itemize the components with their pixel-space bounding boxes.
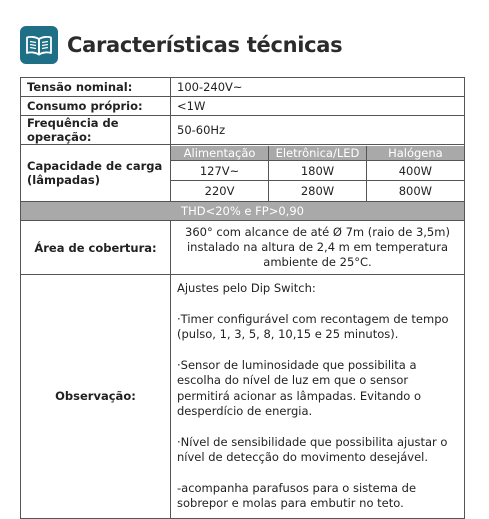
observacao-paragraph: Ajustes pelo Dip Switch: [177, 281, 316, 295]
observacao-paragraph: ·Timer configurável com recontagem de tempo (pulso, 1, 3, 5, 8, 10,15 e 25 minutos). [177, 311, 449, 341]
table-row [21, 221, 465, 275]
observacao-label: Observação: [21, 275, 171, 519]
page-header [20, 25, 342, 65]
capacidade-cell-value: 180W [269, 161, 367, 181]
capacidade-cell-value: 800W [366, 181, 464, 201]
observacao-paragraph: ·Sensor de luminosidade que possibilita a escolha do nível de luz em que o sensor permitirá acionar as lâmpadas. Evitando o desperdício de energia. [177, 357, 422, 418]
capacidade-row [171, 161, 464, 181]
capacidade-cell-value: 280W [269, 181, 367, 201]
table-row [21, 275, 465, 519]
capacidade-header-halogena: Halógena [366, 146, 464, 161]
observacao-value [171, 275, 465, 519]
table-row [21, 97, 465, 116]
spec-table [20, 77, 465, 519]
capacidade-label: Capacidade de carga (lâmpadas) [21, 145, 171, 202]
observacao-paragraph: ·Nível de sensibilidade que possibilita ajustar o nível de detecção do movimento desejável. [177, 434, 448, 464]
open-book-icon [20, 26, 58, 64]
page-title: Características técnicas [67, 33, 343, 57]
capacidade-cell [171, 145, 465, 202]
capacidade-header-alimentacao: Alimentação [171, 146, 269, 161]
tensao-value: 100-240V~ [171, 78, 465, 97]
consumo-label: Consumo próprio: [21, 97, 171, 116]
capacidade-cell-value: 220V [171, 181, 269, 201]
table-row [21, 145, 465, 202]
capacidade-header-eletronica: Eletrônica/LED [269, 146, 367, 161]
observacao-paragraph: -acompanha parafusos para o sistema de sobrepor e molas para embutir no teto. [177, 480, 417, 510]
table-row [21, 78, 465, 97]
cobertura-value: 360° com alcance de até Ø 7m (raio de 3,5m) instalado na altura de 2,4 m em temperatura ambiente de 25°C. [171, 221, 465, 275]
consumo-value: <1W [171, 97, 465, 116]
capacidade-header-row [171, 146, 464, 161]
table-row [21, 116, 465, 145]
capacidade-row [171, 181, 464, 201]
table-row [21, 202, 465, 221]
capacidade-cell-value: 400W [366, 161, 464, 181]
thd-row: THD<20% e FP>0,90 [21, 202, 465, 221]
frequencia-value: 50-60Hz [171, 116, 465, 145]
cobertura-label: Área de cobertura: [21, 221, 171, 275]
capacidade-cell-value: 127V~ [171, 161, 269, 181]
frequencia-label: Frequência de operação: [21, 116, 171, 145]
capacidade-subtable [171, 146, 464, 201]
tensao-label: Tensão nominal: [21, 78, 171, 97]
